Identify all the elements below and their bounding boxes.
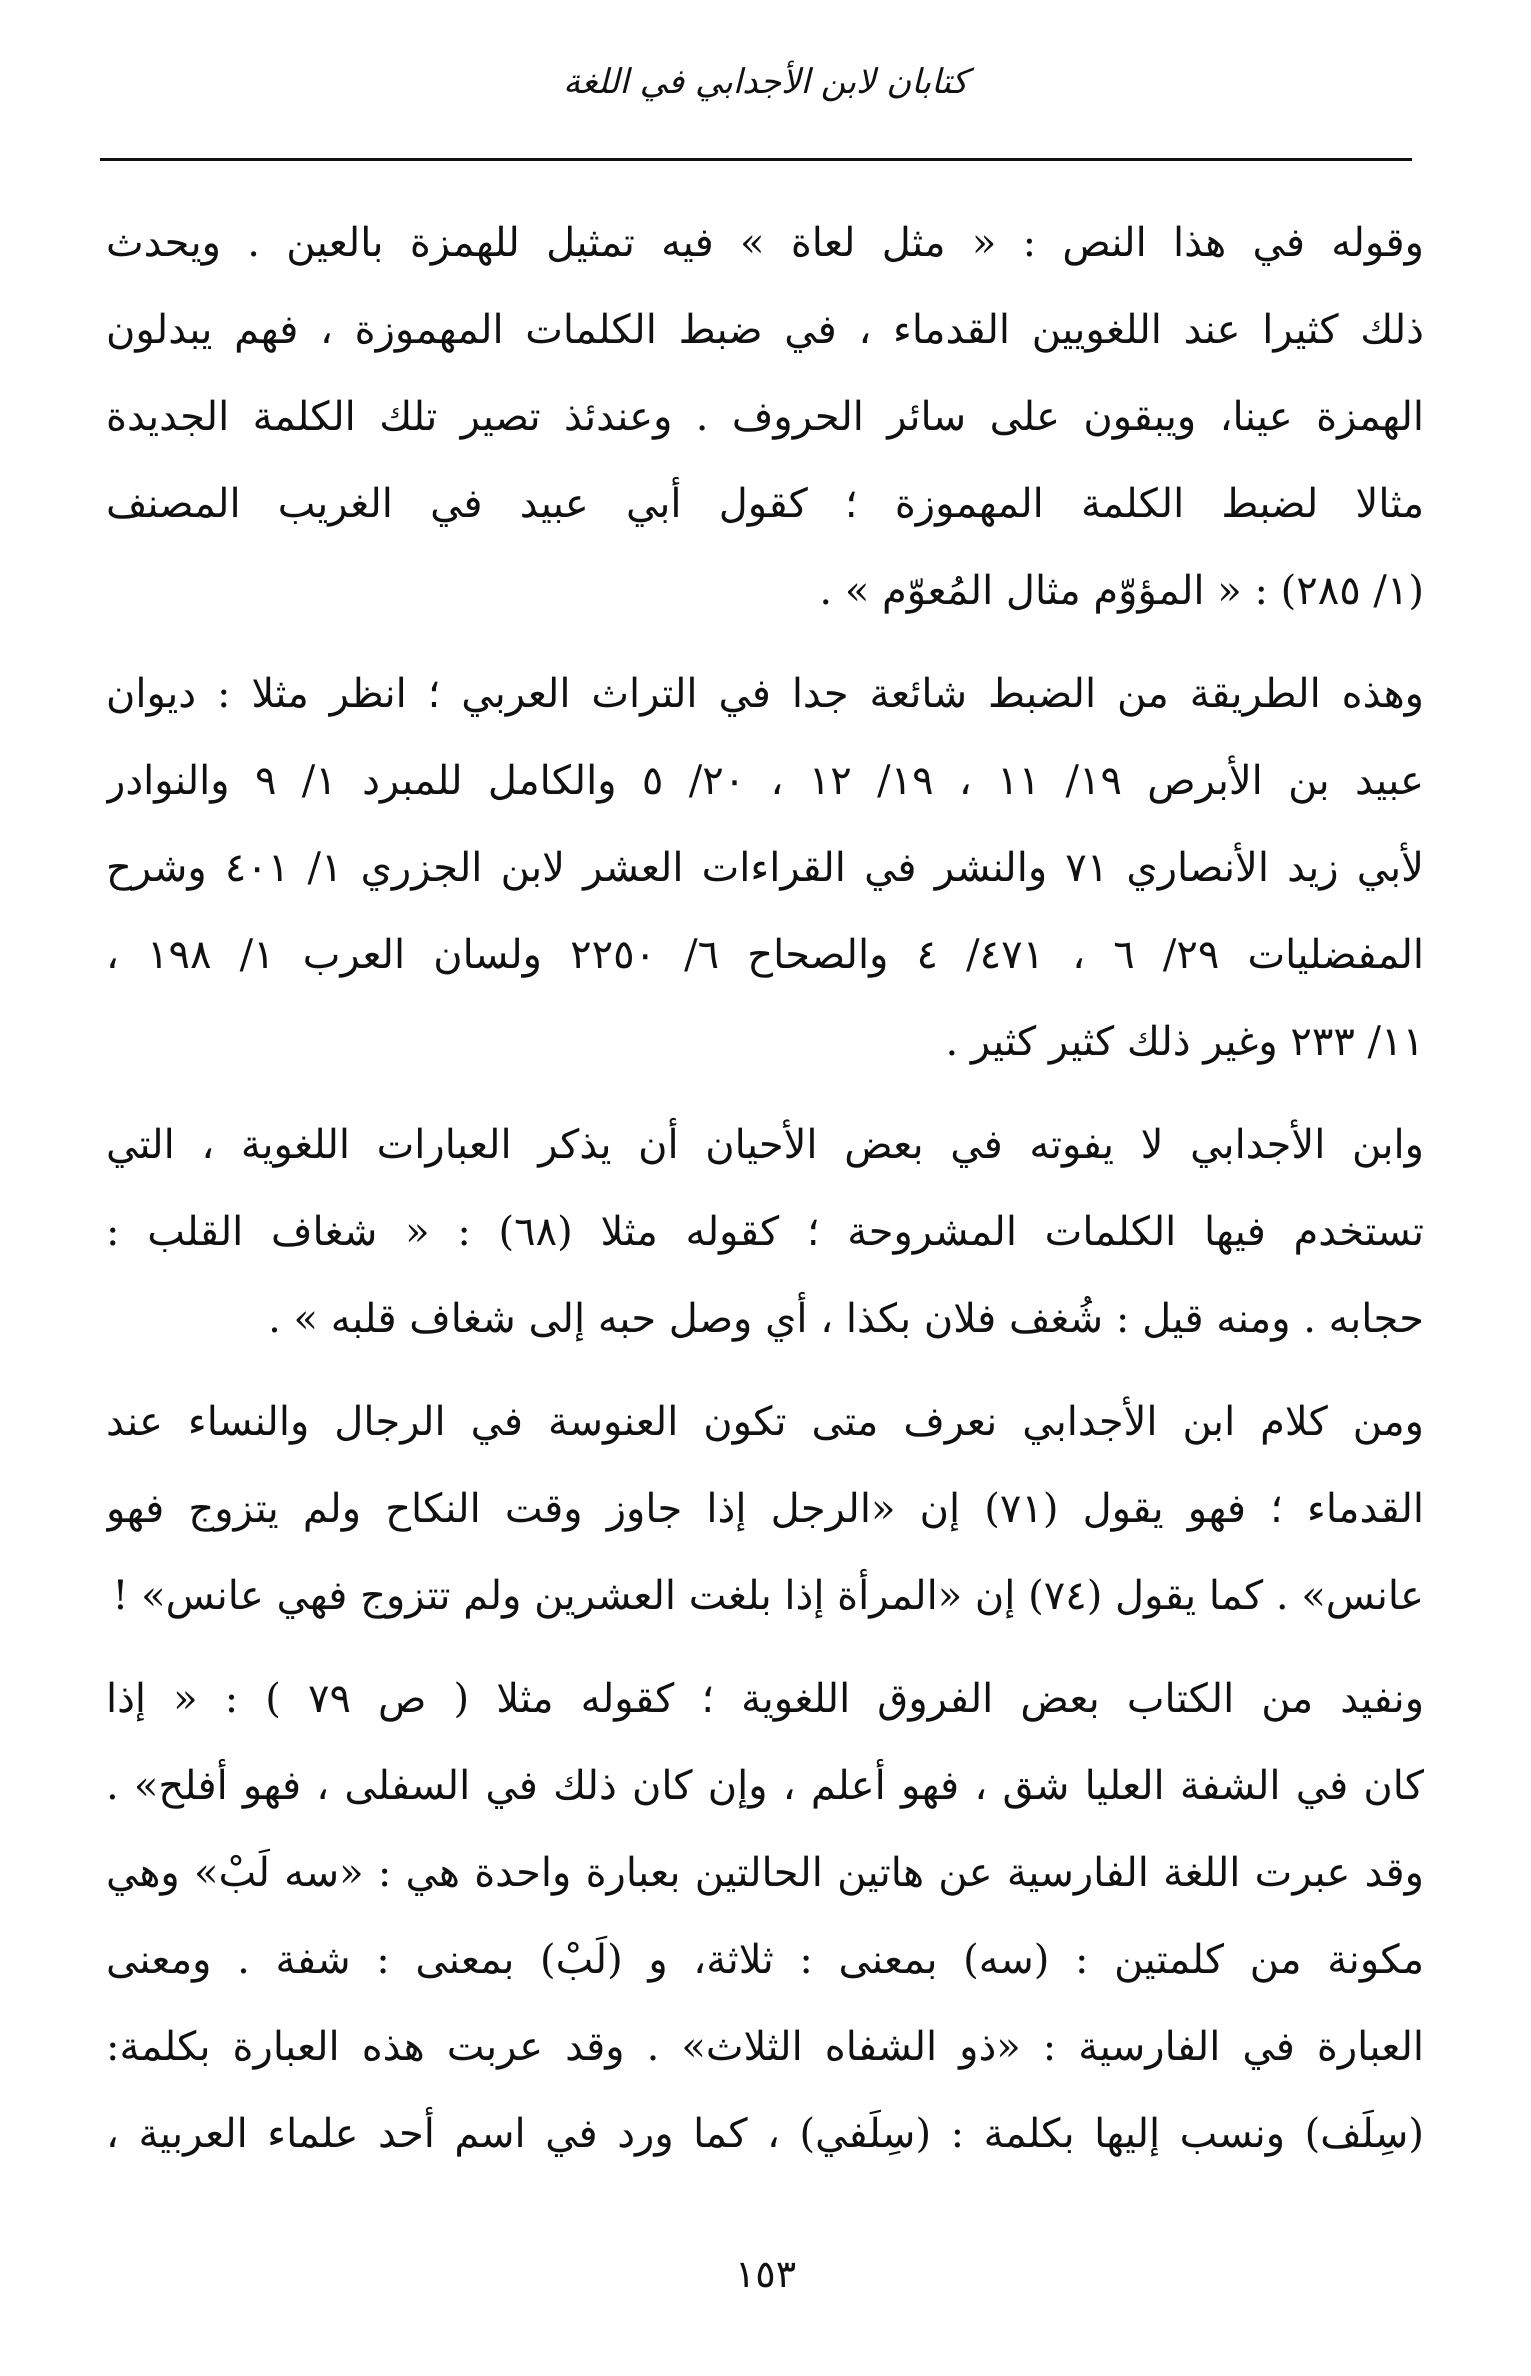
text-line: ذلك كثيرا عند اللغويين القدماء ، في ضبط الكلمات المهموزة ، فهم يبدلون	[106, 307, 1424, 353]
paragraph-1	[106, 200, 1424, 635]
text-line: وهذه الطريقة من الضبط شائعة جدا في التراث العربي ؛ انظر مثلا : ديوان	[106, 671, 1424, 717]
text-line: مثالا لضبط الكلمة المهموزة ؛ كقول أبي عبيد في الغريب المصنف	[106, 481, 1424, 527]
paragraph-3	[106, 1102, 1424, 1363]
text-line: وقوله في هذا النص : « مثل لعاة » فيه تمثيل للهمزة بالعين . ويحدث	[106, 220, 1424, 266]
text-line: حجابه . ومنه قيل : شُغف فلان بكذا ، أي وصل حبه إلى شغاف قلبه » .	[268, 1296, 1424, 1342]
text-line: وقد عبرت اللغة الفارسية عن هاتين الحالتين بعبارة واحدة هي : «سه لَبْ» وهي	[106, 1850, 1424, 1896]
text-line: عبيد بن الأبرص ١٩/ ١١ ، ١٩/ ١٢ ، ٢٠/ ٥ والكامل للمبرد ١/ ٩ والنوادر	[106, 758, 1424, 804]
text-line: القدماء ؛ فهو يقول (٧١) إن «الرجل إذا جاوز وقت النكاح ولم يتزوج فهو	[106, 1486, 1424, 1532]
text-line: تستخدم فيها الكلمات المشروحة ؛ كقوله مثلا (٦٨) : « شغاف القلب :	[106, 1209, 1424, 1255]
body-text	[106, 200, 1424, 2178]
text-line: العبارة في الفارسية : «ذو الشفاه الثلاث» . وقد عربت هذه العبارة بكلمة:	[106, 2024, 1424, 2070]
text-line: (سِلَف) ونسب إليها بكلمة : (سِلَفي) ، كما ورد في اسم أحد علماء العربية ،	[106, 2111, 1424, 2157]
text-line: ونفيد من الكتاب بعض الفروق اللغوية ؛ كقوله مثلا ( ص ٧٩ ) : « إذا	[106, 1676, 1424, 1722]
text-line: (١/ ٢٨٥) : « المؤوّم مثال المُعوّم » .	[819, 568, 1424, 614]
running-title: كتابان لابن الأجدابي في اللغة	[563, 62, 968, 102]
text-line: كان في الشفة العليا شق ، فهو أعلم ، وإن كان ذلك في السفلى ، فهو أفلح» .	[106, 1763, 1424, 1809]
page-number: ١٥٣	[734, 2252, 797, 2296]
paragraph-5	[106, 1656, 1424, 2178]
text-line: ١١/ ٢٣٣ وغير ذلك كثير كثير .	[945, 1019, 1424, 1065]
text-line: الهمزة عينا، ويبقون على سائر الحروف . وعندئذ تصير تلك الكلمة الجديدة	[106, 394, 1424, 440]
paragraph-2	[106, 651, 1424, 1086]
paragraph-4	[106, 1379, 1424, 1640]
text-line: ومن كلام ابن الأجدابي نعرف متى تكون العنوسة في الرجال والنساء عند	[106, 1399, 1424, 1445]
text-line: عانس» . كما يقول (٧٤) إن «المرأة إذا بلغت العشرين ولم تتزوج فهي عانس» !	[112, 1573, 1424, 1619]
text-line: مكونة من كلمتين : (سه) بمعنى : ثلاثة، و (لَبْ) بمعنى : شفة . ومعنى	[106, 1937, 1424, 1983]
text-line: لأبي زيد الأنصاري ٧١ والنشر في القراءات العشر لابن الجزري ١/ ٤٠١ وشرح	[106, 845, 1424, 891]
header-rule	[100, 158, 1412, 161]
text-line: المفضليات ٢٩/ ٦ ، ٤٧١/ ٤ والصحاح ٦/ ٢٢٥٠ ولسان العرب ١/ ١٩٨ ،	[106, 932, 1424, 978]
text-line: وابن الأجدابي لا يفوته في بعض الأحيان أن يذكر العبارات اللغوية ، التي	[106, 1122, 1424, 1168]
